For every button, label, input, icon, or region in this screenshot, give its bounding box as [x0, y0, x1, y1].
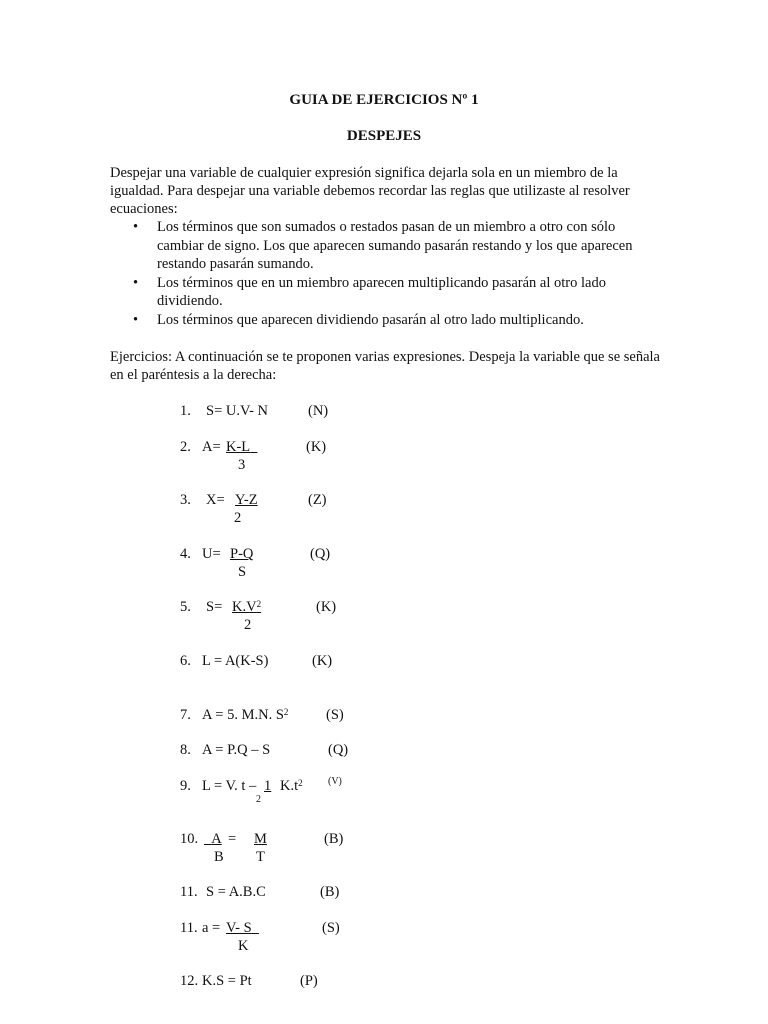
fraction-denominator: K	[238, 938, 249, 954]
exercise-number: 6.	[180, 653, 191, 669]
exercise-number: 2.	[180, 439, 191, 455]
exercise-lhs: X=	[206, 492, 225, 508]
bullet-icon: •	[133, 311, 139, 328]
exercise-expression: A = P.Q – S	[202, 742, 271, 758]
exercise-rest: $K.t^2$	[280, 778, 303, 794]
target-variable: (S)	[326, 707, 344, 723]
target-variable: (S)	[322, 920, 340, 936]
fraction-numerator: V- S	[226, 920, 252, 936]
exercise-number: 12.	[180, 973, 199, 989]
exercise-lhs: A=	[202, 439, 221, 455]
equals-sign: =	[228, 831, 237, 847]
rule-text: Los términos que aparecen dividiendo pasarán al otro lado multiplicando.	[157, 311, 584, 328]
exponent: 2	[298, 778, 303, 788]
exercise-lhs: L = V. t –	[202, 778, 257, 794]
target-variable: (B)	[320, 884, 340, 900]
target-variable: (P)	[300, 973, 318, 989]
list-item	[133, 218, 653, 274]
rule-text: Los términos que son sumados o restados pasan de un miembro a otro con sólo cambiar de signo. Los que aparecen sumando pasarán restando y los que aparecen restando pasarán sumando.	[157, 219, 633, 272]
target-variable: (Q)	[328, 742, 349, 758]
exercise-expression: S = A.B.C	[206, 884, 266, 900]
fraction-numerator: K-L	[226, 439, 251, 455]
target-variable: (K)	[306, 439, 327, 455]
exercise-number: 7.	[180, 707, 191, 723]
exercise-number: 11.	[180, 920, 198, 936]
exercise-expression: K.S = Pt	[202, 973, 252, 989]
exponent: 2	[256, 599, 262, 609]
fraction-denominator: 2	[234, 510, 242, 526]
fraction-denominator: 3	[238, 457, 246, 473]
fraction-numerator: 1	[264, 778, 272, 794]
target-variable: (N)	[308, 403, 329, 419]
exercise-number: 8.	[180, 742, 191, 758]
exercises-intro: Ejercicios: A continuación se te proponen varias expresiones. Despeja la variable que se señala en el paréntesis a la derecha:	[110, 349, 660, 383]
exponent: 2	[283, 707, 289, 717]
page-subtitle: DESPEJES	[346, 128, 422, 144]
exercise-lhs: U=	[202, 546, 221, 562]
intro-paragraph: Despejar una variable de cualquier expresión significa dejarla sola en un miembro de la igualdad. Para despejar una variable debemos recordar las reglas que utilizaste al resolver ecuaciones:	[110, 165, 630, 217]
target-variable: (Q)	[310, 546, 331, 562]
bullet-icon: •	[133, 274, 139, 291]
fraction-denominator: S	[238, 564, 247, 580]
rule-text: Los términos que en un miembro aparecen multiplicando pasarán al otro lado dividiendo.	[157, 274, 606, 309]
fraction-denominator: 2	[256, 794, 261, 805]
exercise-number: 5.	[180, 599, 191, 615]
exercise-number: 10.	[180, 831, 199, 847]
target-variable: (V)	[328, 776, 342, 787]
list-item	[133, 274, 653, 311]
exercise-number: 9.	[180, 778, 191, 794]
rules-list	[133, 218, 653, 329]
fraction-denominator: T	[256, 849, 265, 865]
bullet-icon: •	[133, 219, 139, 235]
fraction-numerator: P-Q	[230, 546, 254, 562]
target-variable: (B)	[324, 831, 344, 847]
exercise-expression: A = 5. M.N. $S^2$	[202, 707, 289, 723]
exercise-lhs: a =	[202, 920, 221, 936]
target-variable: (K)	[316, 599, 337, 615]
target-variable: (K)	[312, 653, 333, 669]
exercise-lhs: S=	[206, 599, 223, 615]
fraction-numerator: A	[211, 831, 222, 847]
fraction-denominator: 2	[244, 617, 252, 633]
exercise-expression: S= U.V- N	[206, 403, 269, 419]
exercise-number: 11.	[180, 884, 198, 900]
fraction-numerator: $K.V^2$	[232, 599, 262, 615]
list-item	[133, 311, 653, 330]
exercise-expression: L = A(K-S)	[202, 653, 269, 669]
exercise-number: 3.	[180, 492, 191, 508]
fraction-denominator: B	[214, 849, 224, 865]
exercise-number: 1.	[180, 403, 191, 419]
fraction-numerator: Y-Z	[235, 492, 258, 508]
target-variable: (Z)	[308, 492, 327, 508]
exercise-number: 4.	[180, 546, 191, 562]
page-title: GUIA DE EJERCICIOS Nº 1	[289, 92, 479, 108]
fraction-numerator: M	[254, 831, 267, 847]
